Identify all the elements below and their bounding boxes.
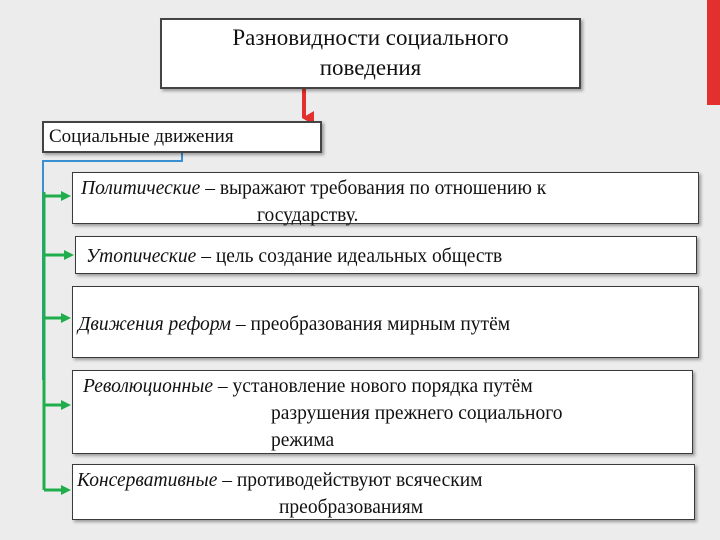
- item-reform: [72, 286, 699, 358]
- social-movements-label: Социальные движения: [49, 126, 234, 147]
- item-revolutionary-term: Революционные: [83, 376, 214, 397]
- item-reform-text: – преобразования мирным путём: [231, 314, 511, 335]
- item-revolutionary-cont2: режима: [271, 430, 335, 451]
- item-conservative-text: – противодействуют всяческим: [217, 470, 483, 491]
- item-revolutionary: [72, 370, 693, 454]
- item-revolutionary-cont: разрушения прежнего социального: [271, 403, 563, 424]
- item-political-text: – выражают требования по отношению к: [200, 178, 547, 199]
- item-utopian-text: – цель создание идеальных обществ: [196, 246, 503, 267]
- item-revolutionary-text: – установление нового порядка путём: [213, 376, 533, 397]
- item-conservative: [72, 464, 695, 520]
- item-political: [72, 172, 699, 224]
- item-political-cont: государству.: [257, 205, 359, 226]
- social-movements-box: [42, 121, 322, 153]
- item-conservative-term: Консервативные: [77, 470, 218, 491]
- item-utopian-term: Утопические: [86, 246, 197, 267]
- title-box: [160, 18, 581, 89]
- item-utopian: [75, 236, 697, 274]
- title-line-1: Разновидности социального: [232, 25, 509, 50]
- title-line-2: поведения: [319, 55, 422, 80]
- item-political-term: Политические: [81, 178, 201, 199]
- item-conservative-cont: преобразованиям: [279, 497, 424, 518]
- item-reform-term: Движения реформ: [78, 314, 232, 335]
